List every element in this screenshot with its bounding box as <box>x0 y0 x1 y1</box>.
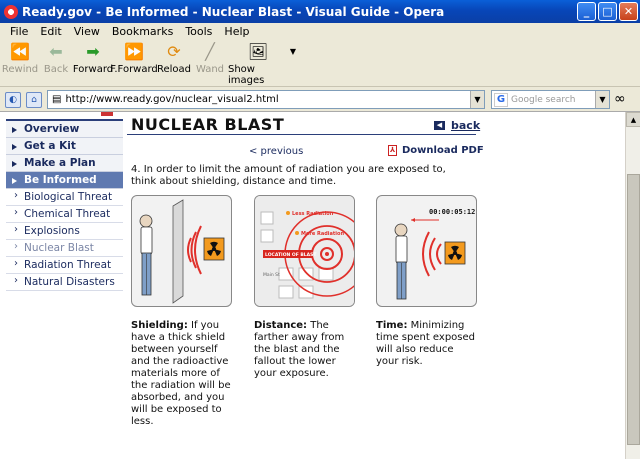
window-titlebar <box>0 0 640 23</box>
fast-forward-button[interactable]: ⏩ F.Forward <box>110 41 158 75</box>
less-radiation-label: Less Radiation <box>292 211 334 217</box>
page-title: NUCLEAR BLAST <box>131 115 285 134</box>
sidebar-nav <box>6 112 123 291</box>
fast-forward-icon: ⏩ <box>124 41 144 61</box>
opera-icon <box>4 5 18 19</box>
sidebar-item-make-a-plan[interactable]: Make a Plan <box>6 155 123 172</box>
menu-file[interactable]: File <box>10 24 29 38</box>
navigation-toolbar <box>0 39 640 87</box>
back-link[interactable]: ◀ back <box>434 119 480 132</box>
address-dropdown-icon[interactable]: ▼ <box>470 91 484 108</box>
distance-caption: Distance: The farther away from the blast and the fallout the lower your exposure. <box>254 320 345 379</box>
sidebar-sub-chemical[interactable]: › Chemical Threat <box>6 206 123 223</box>
panel-toggle-button[interactable]: ◐ <box>5 92 21 108</box>
page-content <box>0 112 625 459</box>
vertical-scrollbar[interactable] <box>625 112 640 459</box>
sidebar-item-overview[interactable]: Overview <box>6 121 123 138</box>
home-button[interactable]: ⌂ <box>26 92 42 108</box>
time-illustration <box>376 195 477 307</box>
glasses-icon[interactable]: ∞ <box>614 91 626 107</box>
reload-icon: ⟳ <box>167 41 181 61</box>
sidebar-sub-explosions[interactable]: › Explosions <box>6 223 123 240</box>
reload-button[interactable]: ⟳ Reload <box>156 41 192 75</box>
title-divider <box>127 134 476 135</box>
menu-bookmarks[interactable]: Bookmarks <box>111 24 174 38</box>
time-caption: Time: Minimizing time spent exposed will also reduce your risk. <box>376 320 475 367</box>
window-title: Ready.gov - Be Informed - Nuclear Blast - Visual Guide - Opera <box>22 4 445 19</box>
show-images-dropdown[interactable] <box>288 41 298 64</box>
forward-button[interactable]: ➡ Forward <box>72 41 114 75</box>
street-label: Main St <box>263 273 280 278</box>
maximize-button[interactable]: □ <box>598 2 617 21</box>
sidebar-sub-radiation[interactable]: › Radiation Threat <box>6 257 123 274</box>
rewind-button[interactable]: ⏪ Rewind <box>1 41 39 75</box>
menu-view[interactable]: View <box>73 24 100 38</box>
sidebar-item-be-informed[interactable]: Be Informed <box>6 172 123 189</box>
wand-button[interactable]: ╱ Wand <box>195 41 225 75</box>
sidebar-sub-natural[interactable]: › Natural Disasters <box>6 274 123 291</box>
image-icon: 🖼 <box>247 41 269 61</box>
sidebar-sub-nuclear[interactable]: › Nuclear Blast <box>6 240 123 257</box>
address-field[interactable] <box>47 90 485 109</box>
search-dropdown-icon[interactable]: ▼ <box>595 91 609 108</box>
menu-bar <box>0 23 640 39</box>
back-arrow-icon: ⬅ <box>49 41 63 61</box>
rewind-icon: ⏪ <box>10 41 30 61</box>
sidebar-item-get-a-kit[interactable]: Get a Kit <box>6 138 123 155</box>
search-placeholder: Google search <box>511 94 576 105</box>
minimize-button[interactable]: _ <box>577 2 596 21</box>
shielding-illustration <box>131 195 232 307</box>
wand-icon: ╱ <box>205 41 215 61</box>
back-arrow-icon: ◀ <box>434 121 445 130</box>
more-radiation-label: More Radiation <box>301 231 344 237</box>
forward-arrow-icon: ➡ <box>86 41 100 61</box>
show-images-button[interactable]: 🖼 Show images <box>228 41 269 86</box>
timer-readout: 00:00:05:12 <box>429 208 476 216</box>
menu-tools[interactable]: Tools <box>185 24 213 38</box>
address-toolbar <box>0 88 640 112</box>
intro-text: 4. In order to limit the amount of radiation you are exposed to, think about shielding, distance and time. <box>131 164 446 187</box>
google-icon: G <box>494 93 508 107</box>
download-pdf-link[interactable]: ⅄ Download PDF <box>389 145 484 156</box>
search-field[interactable] <box>491 90 610 109</box>
address-url: http://www.ready.gov/nuclear_visual2.html <box>65 94 279 105</box>
scrollbar-thumb[interactable] <box>627 174 640 445</box>
close-button[interactable]: ✕ <box>619 2 638 21</box>
sidebar-header <box>6 112 123 121</box>
location-of-blast-label: LOCATION OF BLAST <box>265 253 317 258</box>
scroll-up-button[interactable]: ▲ <box>626 112 640 127</box>
shielding-caption: Shielding: If you have a thick shield between yourself and the radioactive materials more of the radiation will be absorbed, and you will be exposed to less. <box>131 320 231 427</box>
back-button[interactable]: ⬅ Back <box>43 41 69 75</box>
pdf-icon: ⅄ <box>389 146 396 154</box>
dropdown-arrow-icon: ▼ <box>289 46 297 56</box>
sidebar-sub-biological[interactable]: › Biological Threat <box>6 189 123 206</box>
menu-help[interactable]: Help <box>224 24 250 38</box>
menu-edit[interactable]: Edit <box>40 24 62 38</box>
page-icon: ▤ <box>52 94 62 105</box>
previous-link[interactable]: < previous <box>249 146 304 157</box>
distance-illustration <box>254 195 355 307</box>
